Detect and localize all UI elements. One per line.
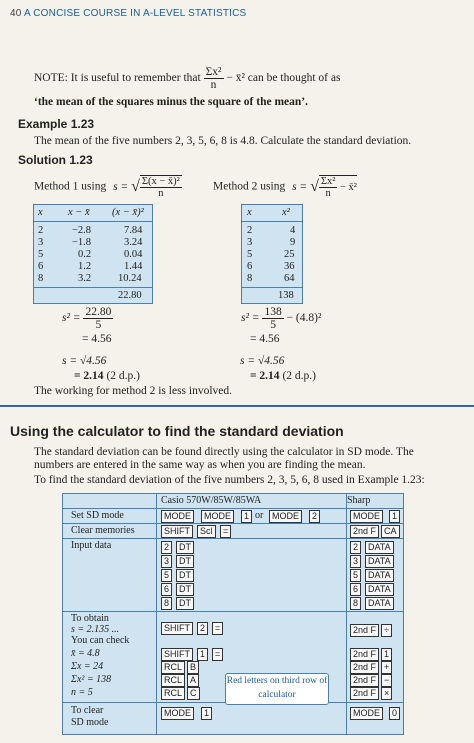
cell-x: 6 xyxy=(247,261,253,272)
cell-x: 5 xyxy=(38,249,44,260)
section-heading: Using the calculator to find the standard deviation xyxy=(10,423,344,439)
cell-sq: 0.04 xyxy=(124,249,143,260)
key-digit: 6 xyxy=(161,583,172,596)
variance-lhs: s² = xyxy=(241,312,260,325)
cell-sq: 1.44 xyxy=(124,261,143,272)
key-rcl: RCL xyxy=(161,687,185,700)
sharp-column-heading: Sharp xyxy=(347,495,371,506)
cell-x: 8 xyxy=(247,273,253,284)
calc-column-divider xyxy=(156,494,157,734)
cell-x-sq: 4 xyxy=(290,225,296,236)
key-data: DATA xyxy=(365,597,394,610)
key-2: 2 xyxy=(197,622,208,635)
key-2ndf: 2nd F xyxy=(350,648,379,661)
key-rcl: RCL xyxy=(161,674,185,687)
key-minus: − xyxy=(381,674,392,687)
row-label: Set SD mode xyxy=(71,510,124,521)
or-text: or xyxy=(255,510,264,521)
key-plus: + xyxy=(381,661,392,674)
method1-formula-lhs: s = xyxy=(113,180,129,193)
note-fraction-numerator: Σx² xyxy=(205,66,222,78)
row-label: To obtain xyxy=(71,613,109,624)
conclusion: The working for method 2 is less involved. xyxy=(34,385,233,397)
key-digit: 8 xyxy=(350,597,361,610)
method1-label: Method 1 using xyxy=(34,180,107,193)
working2-sd: s = √4.56 xyxy=(240,355,285,367)
cell-x: 5 xyxy=(247,249,253,260)
squares-table-header xyxy=(242,205,302,222)
check-label: Σx = 24 xyxy=(71,661,104,672)
row-label: SD mode xyxy=(71,717,109,728)
check-label: Σx² = 138 xyxy=(71,674,112,685)
note-bold: ‘the mean of the squares minus the square of the mean’. xyxy=(34,96,308,108)
key-equals: = xyxy=(212,622,223,635)
key-1: 1 xyxy=(201,707,212,720)
total-value: 22.80 xyxy=(118,290,142,301)
cell-x: 2 xyxy=(38,225,44,236)
clear-sd-mode-row xyxy=(63,703,403,733)
solution-heading: Solution 1.23 xyxy=(18,153,93,167)
key-scl: Scl xyxy=(197,525,216,538)
squares-table xyxy=(241,204,303,304)
key-1: 1 xyxy=(381,648,392,661)
note-tail: − x̄² can be thought of as xyxy=(226,72,341,85)
key-divide: ÷ xyxy=(381,624,392,637)
key-dt: DT xyxy=(176,541,194,554)
key-digit: 8 xyxy=(161,597,172,610)
example-text: The mean of the five numbers 2, 3, 5, 6, 8 is 4.8. Calculate the standard deviation. xyxy=(34,135,412,147)
key-2ndf: 2nd F xyxy=(350,624,379,637)
check-label: n = 5 xyxy=(71,687,93,698)
variance-tail: − (4.8)² xyxy=(286,312,322,325)
key-times: × xyxy=(381,687,392,700)
key-1: 1 xyxy=(389,510,400,523)
input-data-row xyxy=(63,539,403,612)
key-1: 1 xyxy=(241,510,252,523)
note-lead: NOTE: It is useful to remember that xyxy=(34,72,201,85)
cell-x: 6 xyxy=(38,261,44,272)
total-value: 138 xyxy=(278,290,294,301)
working1-variance-result: = 4.56 xyxy=(82,333,112,345)
key-mode: MODE xyxy=(201,510,234,523)
cell-x: 3 xyxy=(247,237,253,248)
page-number: 40 xyxy=(10,8,22,19)
key-dt: DT xyxy=(176,583,194,596)
calc-column-divider xyxy=(346,494,347,734)
key-2ndf: 2nd F xyxy=(350,687,379,700)
cell-x-sq: 9 xyxy=(290,237,296,248)
key-1: 1 xyxy=(197,648,208,661)
note-fraction xyxy=(204,66,224,91)
method2-formula-lhs: s = xyxy=(292,180,308,193)
method1-label-line xyxy=(34,175,182,199)
check-label: x̄ = 4.8 xyxy=(71,648,100,659)
casio-column-heading: Casio 570W/85W/85WA xyxy=(161,495,262,506)
key-rcl: RCL xyxy=(161,661,185,674)
variance-numerator: 22.80 xyxy=(85,306,112,318)
key-equals: = xyxy=(212,648,223,661)
cell-dev: −1.8 xyxy=(72,237,92,248)
working2-result: = 2.14 xyxy=(250,370,280,382)
set-sd-mode-row xyxy=(63,509,403,524)
variance-numerator: 138 xyxy=(264,306,282,318)
cell-dev: 0.2 xyxy=(78,249,92,260)
key-c: C xyxy=(187,687,200,700)
key-data: DATA xyxy=(365,555,394,568)
method2-label-line xyxy=(213,175,357,199)
working2-variance-result: = 4.56 xyxy=(250,333,280,345)
key-ca: CA xyxy=(381,525,400,538)
sqrt-sign: √ xyxy=(310,178,319,196)
key-mode: MODE xyxy=(269,510,302,523)
method2-radicand xyxy=(319,175,357,199)
note-paragraph xyxy=(34,66,454,91)
key-data: DATA xyxy=(365,583,394,596)
row-label: Input data xyxy=(71,540,112,551)
key-dt: DT xyxy=(176,555,194,568)
variance-denominator: 5 xyxy=(95,319,102,332)
key-mode: MODE xyxy=(350,510,383,523)
working1-result-line xyxy=(74,370,140,382)
key-digit: 6 xyxy=(350,583,361,596)
key-digit: 2 xyxy=(161,541,172,554)
method1-denominator: n xyxy=(158,188,164,200)
row-label: Clear memories xyxy=(71,525,135,536)
sqrt-sign: √ xyxy=(131,178,140,196)
section-paragraph-1: The standard deviation can be found directly using the calculator in SD mode. The numbers are entered in the same way as when you are finding the mean. xyxy=(34,446,414,471)
header-x-squared: x² xyxy=(282,207,290,218)
cell-x-sq: 64 xyxy=(284,273,295,284)
key-2ndf: 2nd F xyxy=(350,674,379,687)
key-dt: DT xyxy=(176,597,194,610)
key-b: B xyxy=(187,661,199,674)
cell-dev: 3.2 xyxy=(78,273,92,284)
method2-denominator: n xyxy=(325,188,331,200)
cell-x-sq: 36 xyxy=(284,261,295,272)
working2-dp: (2 d.p.) xyxy=(282,370,316,382)
key-shift: SHIFT xyxy=(161,648,193,661)
book-title: A CONCISE COURSE IN A-LEVEL STATISTICS xyxy=(23,8,247,19)
cell-sq: 3.24 xyxy=(124,237,143,248)
key-2ndf: 2nd F xyxy=(350,525,379,538)
deviation-table xyxy=(33,204,153,304)
variance-denominator: 5 xyxy=(270,319,276,332)
squares-table-total xyxy=(242,287,302,303)
key-2ndf: 2nd F xyxy=(350,661,379,674)
cell-dev: 1.2 xyxy=(78,261,92,272)
method1-numerator: Σ(x − x̄)² xyxy=(141,176,180,187)
red-letters-note: Red letters on third row of calculator xyxy=(225,673,329,705)
working1-dp: (2 d.p.) xyxy=(106,370,140,382)
header-squared-deviation: (x − x̄)² xyxy=(112,207,144,218)
key-2: 2 xyxy=(309,510,320,523)
cell-dev: −2.8 xyxy=(72,225,92,236)
working2-result-line xyxy=(250,370,316,382)
key-digit: 3 xyxy=(350,555,361,568)
method2-tail: − x̄² xyxy=(340,181,357,193)
key-equals: = xyxy=(220,525,231,538)
cell-x: 3 xyxy=(38,237,44,248)
key-a: A xyxy=(187,674,199,687)
row-label: To clear xyxy=(71,705,104,716)
section-paragraph-2: To find the standard deviation of the five numbers 2, 3, 5, 6, 8 used in Example 1.23: xyxy=(34,474,425,486)
deviation-table-header xyxy=(34,205,152,222)
clear-memories-row xyxy=(63,524,403,539)
header-x: x xyxy=(247,207,252,218)
method1-fraction xyxy=(140,175,182,199)
key-digit: 5 xyxy=(350,569,361,582)
method2-fraction xyxy=(319,176,338,199)
key-mode: MODE xyxy=(161,510,194,523)
cell-sq: 7.84 xyxy=(124,225,143,236)
variance-fraction xyxy=(83,306,113,331)
header-x: x xyxy=(38,207,43,218)
key-data: DATA xyxy=(365,541,394,554)
row-label: s = 2.135 ... xyxy=(71,624,120,635)
method2-label: Method 2 using xyxy=(213,180,286,193)
variance-lhs: s² = xyxy=(62,312,81,325)
key-shift: SHIFT xyxy=(161,525,193,538)
key-0: 0 xyxy=(389,707,400,720)
header-x-minus-mean: x − x̄ xyxy=(68,207,90,218)
variance-fraction xyxy=(262,306,283,331)
working1-result: = 2.14 xyxy=(74,370,104,382)
section-divider xyxy=(0,405,474,407)
key-mode: MODE xyxy=(161,707,194,720)
cell-x: 8 xyxy=(38,273,44,284)
cell-x-sq: 25 xyxy=(284,249,295,260)
method2-numerator: Σx² xyxy=(320,176,336,187)
working2-variance xyxy=(241,306,321,331)
key-digit: 3 xyxy=(161,555,172,568)
row-label: You can check xyxy=(71,635,130,646)
deviation-table-total xyxy=(34,287,152,303)
key-shift: SHIFT xyxy=(161,622,193,635)
cell-sq: 10.24 xyxy=(118,273,142,284)
example-heading: Example 1.23 xyxy=(18,117,95,131)
note-fraction-denominator: n xyxy=(210,79,217,92)
key-digit: 5 xyxy=(161,569,172,582)
key-data: DATA xyxy=(365,569,394,582)
running-header xyxy=(10,8,246,19)
calculator-header-row xyxy=(63,494,403,509)
key-mode: MODE xyxy=(350,707,383,720)
working1-variance xyxy=(62,306,113,331)
cell-x: 2 xyxy=(247,225,253,236)
working1-sd: s = √4.56 xyxy=(62,355,107,367)
key-digit: 2 xyxy=(350,541,361,554)
key-dt: DT xyxy=(176,569,194,582)
